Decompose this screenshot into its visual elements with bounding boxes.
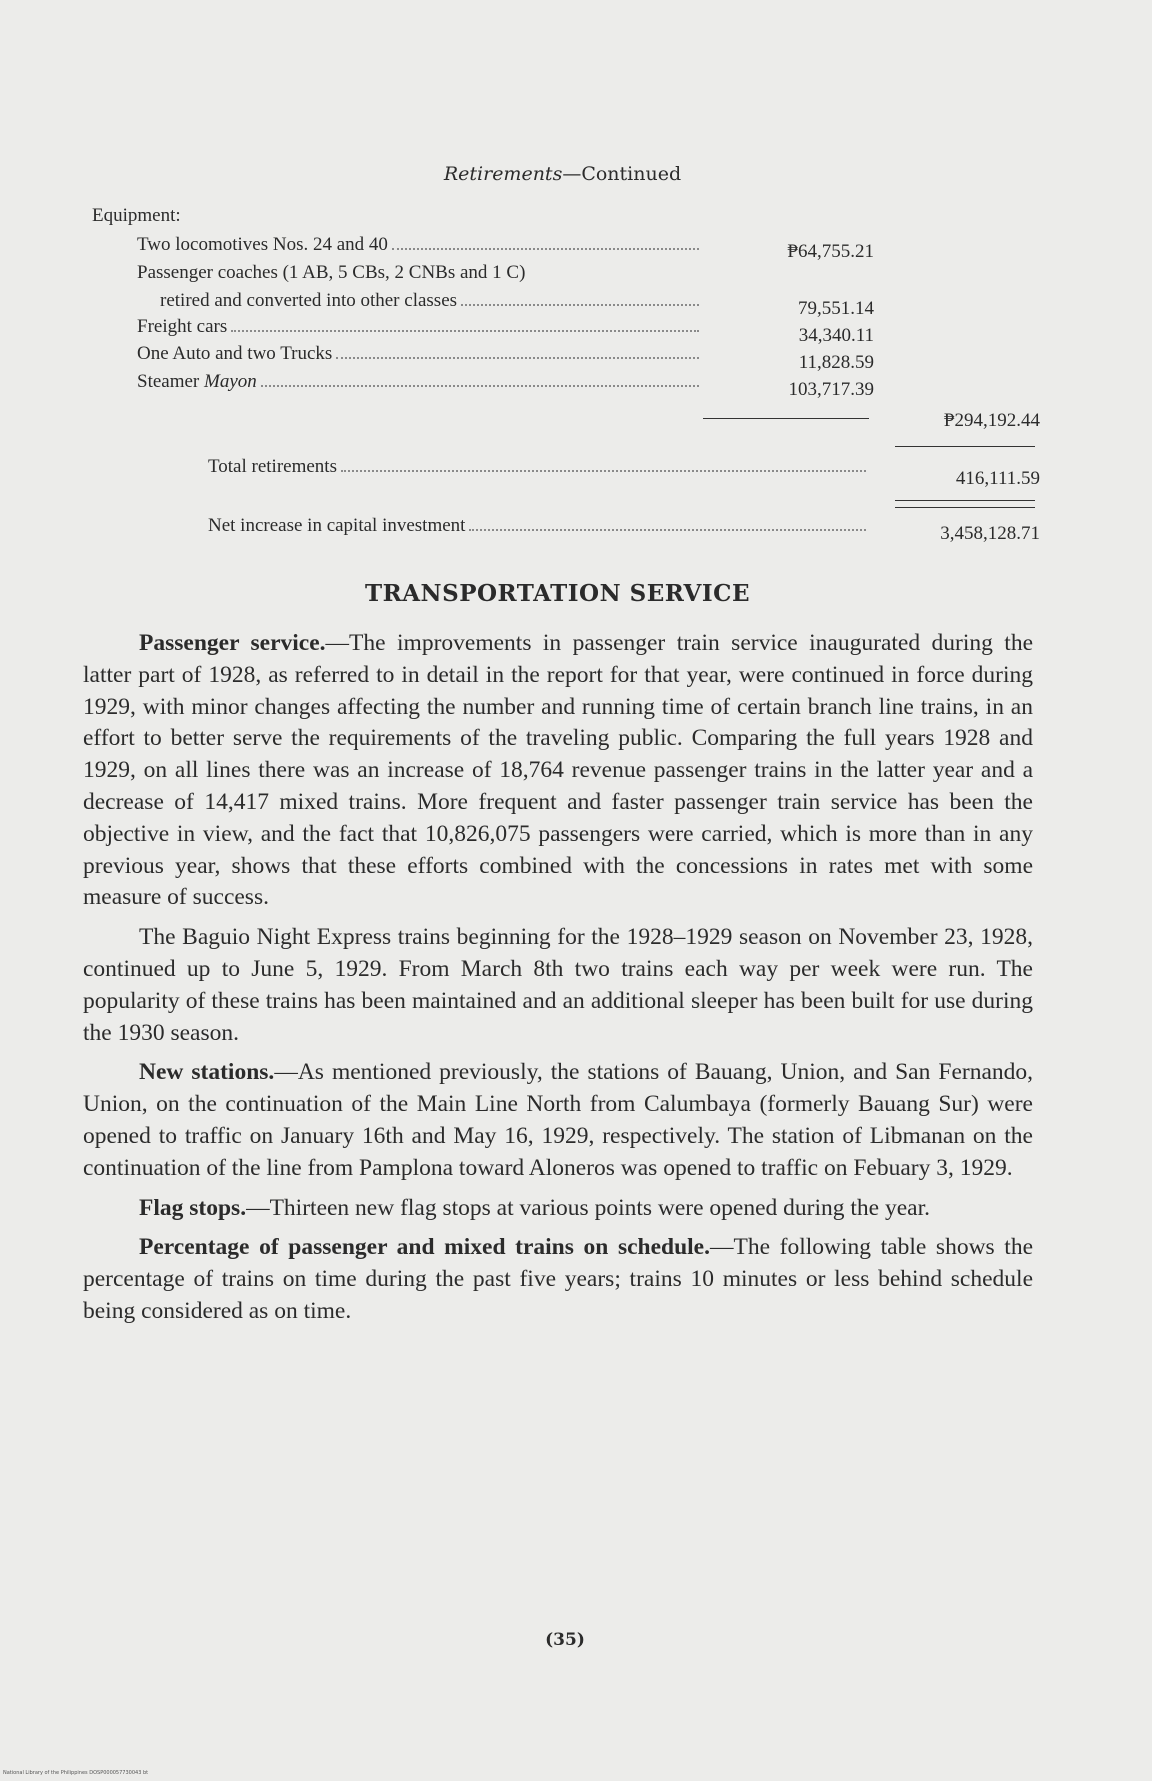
paragraph-lead: Flag stops. <box>139 1194 247 1221</box>
paragraph-baguio-night-express <box>83 922 1033 1049</box>
paragraph-new-stations <box>83 1057 1033 1184</box>
ledger-label: One Auto and two Trucks <box>137 343 333 364</box>
paragraph-passenger-service <box>83 628 1033 914</box>
ledger-amount: 103,717.39 <box>788 379 874 400</box>
ledger-label: Passenger coaches (1 AB, 5 CBs, 2 CNBs and 1 C) <box>137 262 526 283</box>
ledger-row-freight-cars <box>137 316 705 338</box>
equipment-label: Equipment: <box>92 205 181 226</box>
ledger-row-passenger-coaches-cont <box>160 290 705 312</box>
ledger-amount: 11,828.59 <box>798 352 874 373</box>
total-retirements-row <box>208 456 872 478</box>
ledger-row-locomotives <box>137 234 705 256</box>
total-retirements-amount: 416,111.59 <box>955 468 1040 489</box>
continued-heading-rest: —Continued <box>562 163 682 185</box>
page-number: (35) <box>545 1630 585 1650</box>
ledger-label: Steamer Mayon <box>137 371 257 392</box>
ledger-amount: 34,340.11 <box>798 325 874 346</box>
ledger-amount: 79,551.14 <box>798 298 874 319</box>
paragraph-text: —Thirteen new flag stops at various points were opened during the year. <box>246 1194 930 1221</box>
body-text <box>83 628 1033 1336</box>
paragraph-percentage-on-schedule <box>83 1232 1033 1327</box>
ledger-label: Total retirements <box>208 456 337 477</box>
paragraph-lead: Passenger service. <box>139 630 326 656</box>
net-increase-amount: 3,458,128.71 <box>940 523 1040 544</box>
paragraph-text: —The improvements in passenger train service inaugurated during the latter part of 1928, as referred to in detail in the report for that year, were continued in force during 1929, with minor changes affecting the number and running time of certain branch line trains, in an effort to better serve the requirements of the traveling public. Comparing the full years 1928 and 1929, on all lines there was an increase of 18,764 revenue passenger trains in the latter year and a decrease of 14,417 mixed trains. More frequent and faster passenger train service has been the objective in view, and the fact that 10,826,075 passengers were carried, which is more than in any previous year, shows that these efforts combined with the concessions in rates met with some measure of success. <box>83 630 1034 911</box>
paragraph-text: —The following table shows the percentage of trains on time during the past five years; trains 10 minutes or less behind schedule being considered as on time. <box>83 1234 1034 1324</box>
ledger-label: Net increase in capital investment <box>208 515 466 536</box>
paragraph-lead: Percentage of passenger and mixed trains on schedule. <box>139 1234 710 1261</box>
leader-dots <box>392 247 699 250</box>
continued-heading <box>0 163 1125 185</box>
ledger-label: retired and converted into other classes <box>160 290 458 311</box>
paragraph-flag-stops <box>83 1193 1033 1225</box>
ledger-row-steamer <box>137 371 705 393</box>
paragraph-text: The Baguio Night Express trains beginning for the 1928–1929 season on November 23, 1928, continued up to June 5, 1929. From March 8th two trains each way per week were run. The popularity of these trains has been maintained and an additional sleeper has been built for use during the 1930 season. <box>83 924 1033 1046</box>
ledger-amount: ₱64,755.21 <box>787 241 874 262</box>
ledger-row-auto-trucks <box>137 343 705 365</box>
ledger-label: Two locomotives Nos. 24 and 40 <box>137 234 388 255</box>
leader-dots <box>261 384 699 387</box>
subtotal-rule <box>703 418 869 419</box>
leader-dots <box>231 329 699 332</box>
total-rule <box>895 446 1035 447</box>
equipment-total: ₱294,192.44 <box>943 410 1040 431</box>
scan-credit: National Library of the Philippines DOSP000057730043 bt <box>3 1770 149 1776</box>
double-rule-bottom <box>895 507 1035 508</box>
paragraph-lead: New stations. <box>139 1059 275 1086</box>
leader-dots <box>336 356 699 359</box>
section-heading: TRANSPORTATION SERVICE <box>364 580 750 607</box>
ledger-label-italic: Mayon <box>204 371 257 392</box>
ledger-row-passenger-coaches <box>137 262 525 284</box>
continued-heading-italic: Retirements <box>443 163 563 185</box>
double-rule-top <box>895 500 1035 501</box>
paragraph-text: —As mentioned previously, the stations of Bauang, Union, and San Fernando, Union, on the continuation of the Main Line North from Calumbaya (formerly Bauang Sur) were opened to traffic on January 16th and May 16, 1929, respectively. The station of Libmanan on the continuation of the line from Pamplona toward Aloneros was opened to traffic on Febuary 3, 1929. <box>83 1059 1034 1181</box>
leader-dots <box>469 528 866 531</box>
leader-dots <box>341 469 866 472</box>
leader-dots <box>461 303 699 306</box>
net-increase-row <box>208 515 872 537</box>
ledger-label: Freight cars <box>137 316 228 337</box>
